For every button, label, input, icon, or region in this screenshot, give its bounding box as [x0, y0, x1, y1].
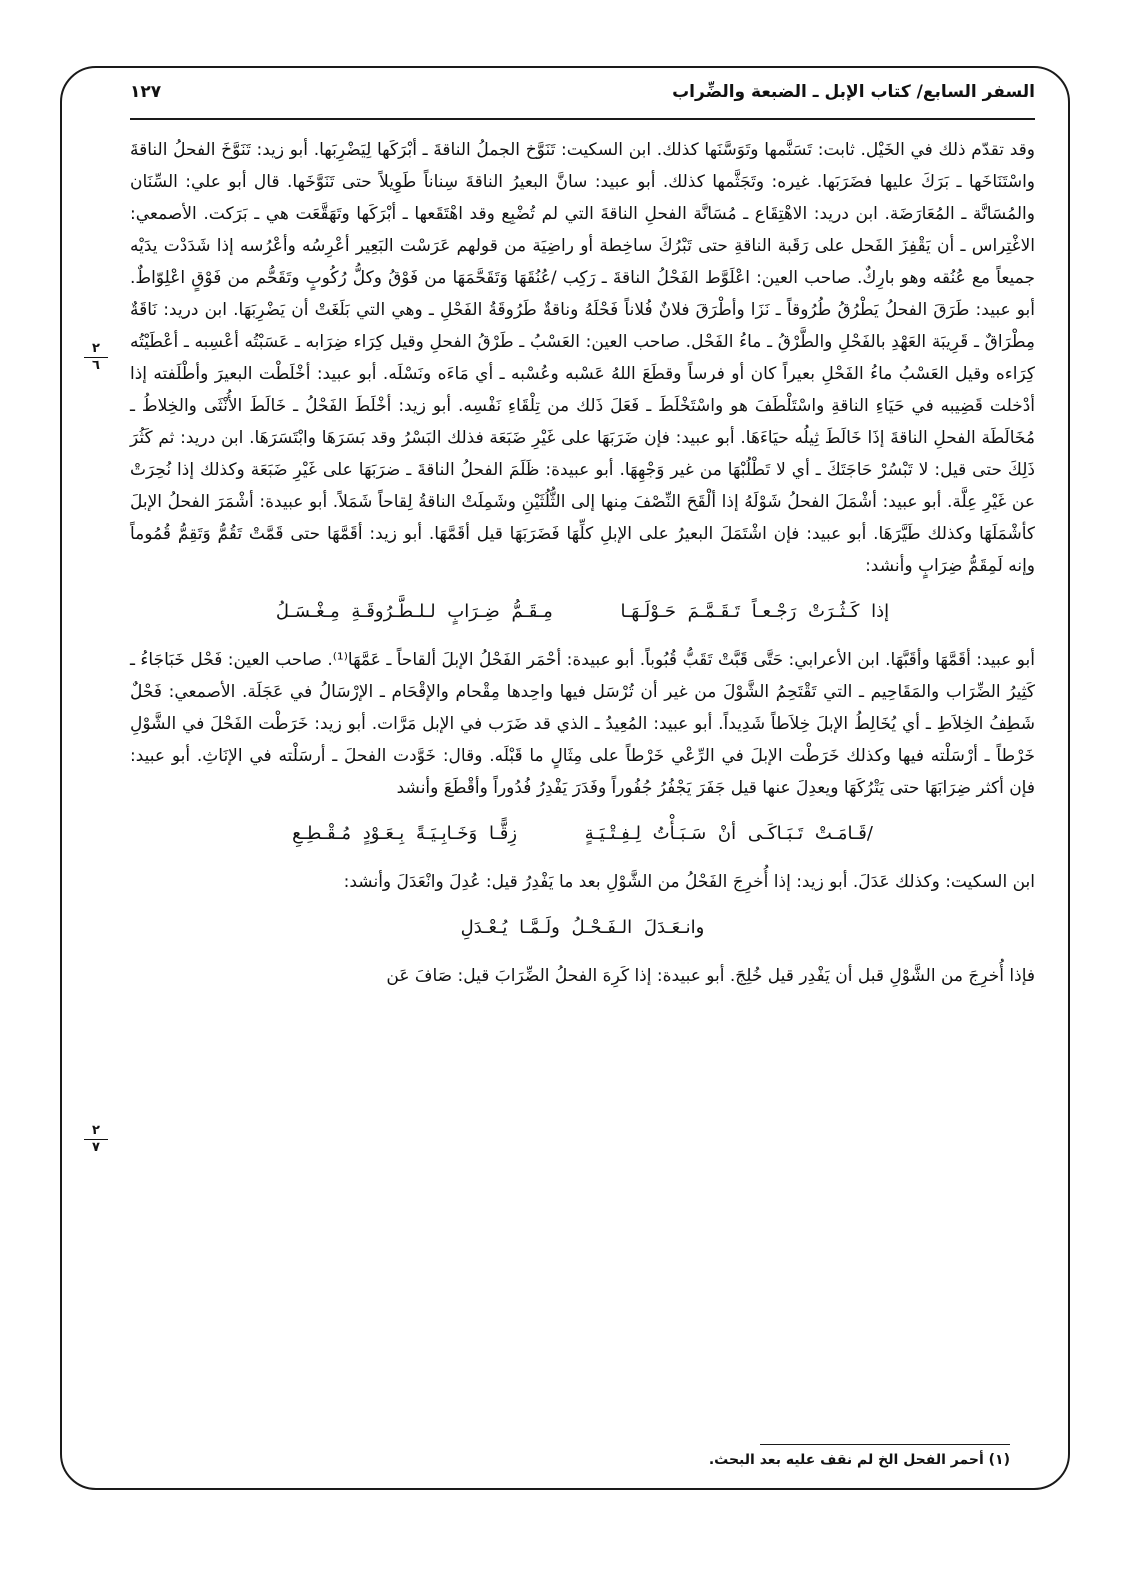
- header-title: السفر السابع/ كتاب الإبل ـ الضبعة والضِّراب: [672, 82, 1035, 102]
- footnote-rule: [760, 1444, 1010, 1445]
- paragraph-4: فإذا أُخرِجَ من الشَّوْلِ قبل أن يَفْدِر قيل خُلِجَ. أبو عبيدة: إذا كَرِهَ الفحلُ الضِّرَابَ قيل: صَافَ عَن: [386, 966, 1035, 986]
- paragraph-1: وقد تقدّم ذلك في الخَيْل. ثابت: تَسَنَّمها وتَوَسَّنَها كذلك. ابن السكيت: تَنَوَّخ الجملُ الناقةَ ـ أبْرَكَها لِيَضْرِبَها. أبو زيد: تَنَوَّخَ الفحلُ الناقةَ واسْتَنَاخَها ـ بَرَكَ عليها فضَرَبَها. غيره: وتَجَثَّمها كذلك. أبو عبيد: سانَّ البعيرُ الناقةَ سِناناً طَوِيلاً حتى تَنَوَّخَها. قال أبو علي: السِّنَان والمُسَانَّة ـ المُعَارَضَة. ابن دريد: الاهْتِقَاع ـ مُسَانَّة الفحلِ الناقةَ التي لم تُضْبِع وقد اهْتَقَعها ـ أبْرَكَها وتَهَقَّعَت هي ـ بَرَكت. الأصمعي: الاغْتِراس ـ أن يَقْفِزَ الفَحل على رَقَبة الناقةِ حتى تَبْرُكَ ساخِطة أو راضِيَة من قولهم عَرَسْت البَعِير أعْرِسُه وأعْرُسه إذا شَدَدْت يدَيْه جميعاً مع عُنُقه وهو بارِكٌ. صاحب العين: اعْلَوَّط الفَحْلُ الناقةَ ـ رَكِب /عُنُقَهَا وَتَقَحَّمَهَا من فَوْقُ وكلُّ رُكُوبٍ وتَقَحُّم من فَوْقٍ اعْلِوّاطٌ. أبو عبيد: طَرَقَ الفحلُ يَطْرُقُ طُرُوقاً ـ نَزَا وأطْرَقَ فلانٌ فُلاناً فَحْلَهُ وناقةٌ طَرُوقَةُ الفَحْلِ ـ وهي التي بَلَغَتْ أن يَضْرِبَهَا. ابن دريد: نَاقَةٌ مِطْرَاقٌ ـ قَرِيبَة العَهْدِ بالفَحْلِ والطَّرْقُ ـ ماءُ الفَحْل. صاحب العين: العَسْبُ ـ طَرْقُ الفحلِ وقيل كِرَاء ضِرَابه ـ عَسَبْتُه أعْسِبه ـ أعْطَيْتُه كِرَاءه وقيل العَسْبُ ماءُ الفَحْلِ بعيراً كان أو فرساً وقطَعَ اللهُ عَسْبه وعُسْبه ـ أي مَاءَه ونَسْلَه. أبو عبيد: أخْلَطْت البعيرَ وأطْلَفته إذا أدْخلت قَضِيبه في حَيَاءِ الناقةِ واسْتَلْطَفَ هو واسْتَخْلَطَ ـ فَعَلَ ذَلك من تِلْقَاءِ نَفْسِه. أبو زيد: أخْلَطَ الفَحْلُ ـ خَالَطَ الأُنْثَى والخِلاطُ ـ مُخَالَطَة الفحلِ الناقةَ إذَا خَالَطَ ثِيلُه حيَاءَهَا. أبو عبيد: فإن ضَرَبَهَا على غَيْرِ ضَبَعَة فذلك البَسْرُ وقد بَسَرَهَا وابْتَسَرَهَا. ابن دريد: ثم كَثُرَ ذَلِكَ حتى قيل: لا تَبْسُرْ حَاجَتَكَ ـ أي لا تَطْلُبْهَا من غير وَجْهِهَا. أبو عبيدة: ظَلَمَ الفحلُ الناقةَ ـ ضرَبَهَا على غَيْرِ ضَبَعَة وكذلك إذا نُحِرَتْ عن غَيْرِ عِلَّة. أبو عبيد: أشْمَلَ الفحلُ شَوْلَهُ إذا ألْقَحَ النِّصْفَ مِنها إلى الثُّلُثَيْنِ وشَمِلَتْ الناقةُ لِقاحاً شَمَلاً. أبو عبيدة: أشْمَرَ الفحلُ الإبلَ كأشْمَلَهَا وكذلك طَيَّرَهَا. أبو عبيد: فإن اشْتَمَلَ البعيرُ على الإبلِ كلِّهَا فَضَرَبَهَا قيل أقَمَّهَا. أبو زيد: أقَمَّهَا حتى قَمَّتْ تَقُمُّ وَتَقِمُّ قُمُوماً وإنه لَمِقَمُّ ضِرَابٍ وأنشد:: [130, 140, 1035, 576]
- margin-mark-2: [84, 1124, 108, 1155]
- verse-3: [130, 912, 1035, 944]
- verse-1-second-hemistich: مِـقَـمُّ ضِـرَابٍ لـلـطَّـرُوقَـةِ مِـغْـسَـلُ: [275, 601, 553, 622]
- margin-mark-1-bottom: ٦: [92, 358, 100, 373]
- verse-3-line: وانـعَـدَلَ الـفَـحْـلُ ولَـمَّـا يُـعْـدَلِ: [460, 917, 705, 938]
- verse-2-first-hemistich: /قَـامَـتْ تَـبَـاكَـى أنْ سَـبَـأْتُ لِـفِـتْـيَـةٍ: [584, 823, 873, 844]
- margin-mark-1: [84, 342, 108, 373]
- paragraph-3: ابن السكيت: وكذلك عَدَلَ. أبو زيد: إذا أُخرِجَ الفَحْلُ من الشَّوْلِ بعد ما يَفْدِرُ قيل: عُدِلَ وانْعَدَلَ وأنشد:: [343, 872, 1035, 892]
- running-header: [130, 76, 1035, 114]
- verse-1-first-hemistich: إذا كَـثُـرَتْ رَجْـعـاً تَـقَـمَّـمَ حَـوْلَـهَـا: [620, 601, 890, 622]
- footnote: (١) أحمر الفحل الخ لم نقف عليه بعد البحث.: [708, 1452, 1010, 1468]
- margin-mark-1-top: ٢: [92, 341, 100, 356]
- main-text: [130, 134, 1035, 992]
- verse-2: [130, 818, 1035, 850]
- page-number: ١٢٧: [130, 82, 162, 102]
- margin-mark-2-top: ٢: [92, 1123, 100, 1138]
- verse-2-second-hemistich: زِقًّـا وَخَـابِـيَـةً بِـعَـوْدٍ مُـقْـطِـعِ: [292, 823, 518, 844]
- paragraph-2: أبو عبيد: أقَمَّهَا وأقَبَّهَا. ابن الأعرابي: حَتَّى قَبَّتْ تَقَبُّ قُبُوباً. أبو عبيدة: أحْمَر الفَحْلُ الإبلَ ألقاحاً ـ عَمَّهَا⁽¹⁾. صاحب العين: فَحْل خَبَاجَاءُ ـ كَثِيرُ الضِّرَاب والمَقَاحِيم ـ التي تَقْتَحِمُ الشَّوْلَ من غير أن تُرْسَل فيها واحِدها مِقْحام والإقْحَام ـ الإرْسَالُ في عَجَلَة. الأصمعي: فَحْلٌ شَطِفُ الخِلاَطِ ـ أي يُخَالِطُ الإبلَ خِلاَطاً شَدِيداً. أبو عبيد: المُعِيدُ ـ الذي قد ضَرَب في الإبل مَرَّات. أبو زيد: خَرَطْت الفَحْلَ في الشَّوْلِ خَرْطاً ـ أرْسَلْته فيها وكذلك خَرَطْت الإبلَ في الرِّعْي خَرْطاً على مِثَالٍ ما قَبْلَه. وقال: خَوَّدت الفحلَ ـ أرسَلْته في الإنَاثِ. أبو عبيد: فإن أكثر ضِرَابَهَا حتى يَتْرُكَهَا ويعدِلَ عنها قيل جَفَرَ يَجْفُرُ جُفُوراً وفَدَرَ يَفْدِرُ فُدُوراً وأقْطَعَ وأنشد: [130, 650, 1035, 798]
- verse-1: [130, 596, 1035, 628]
- margin-mark-2-bottom: ٧: [92, 1140, 100, 1155]
- header-rule: [130, 118, 1035, 120]
